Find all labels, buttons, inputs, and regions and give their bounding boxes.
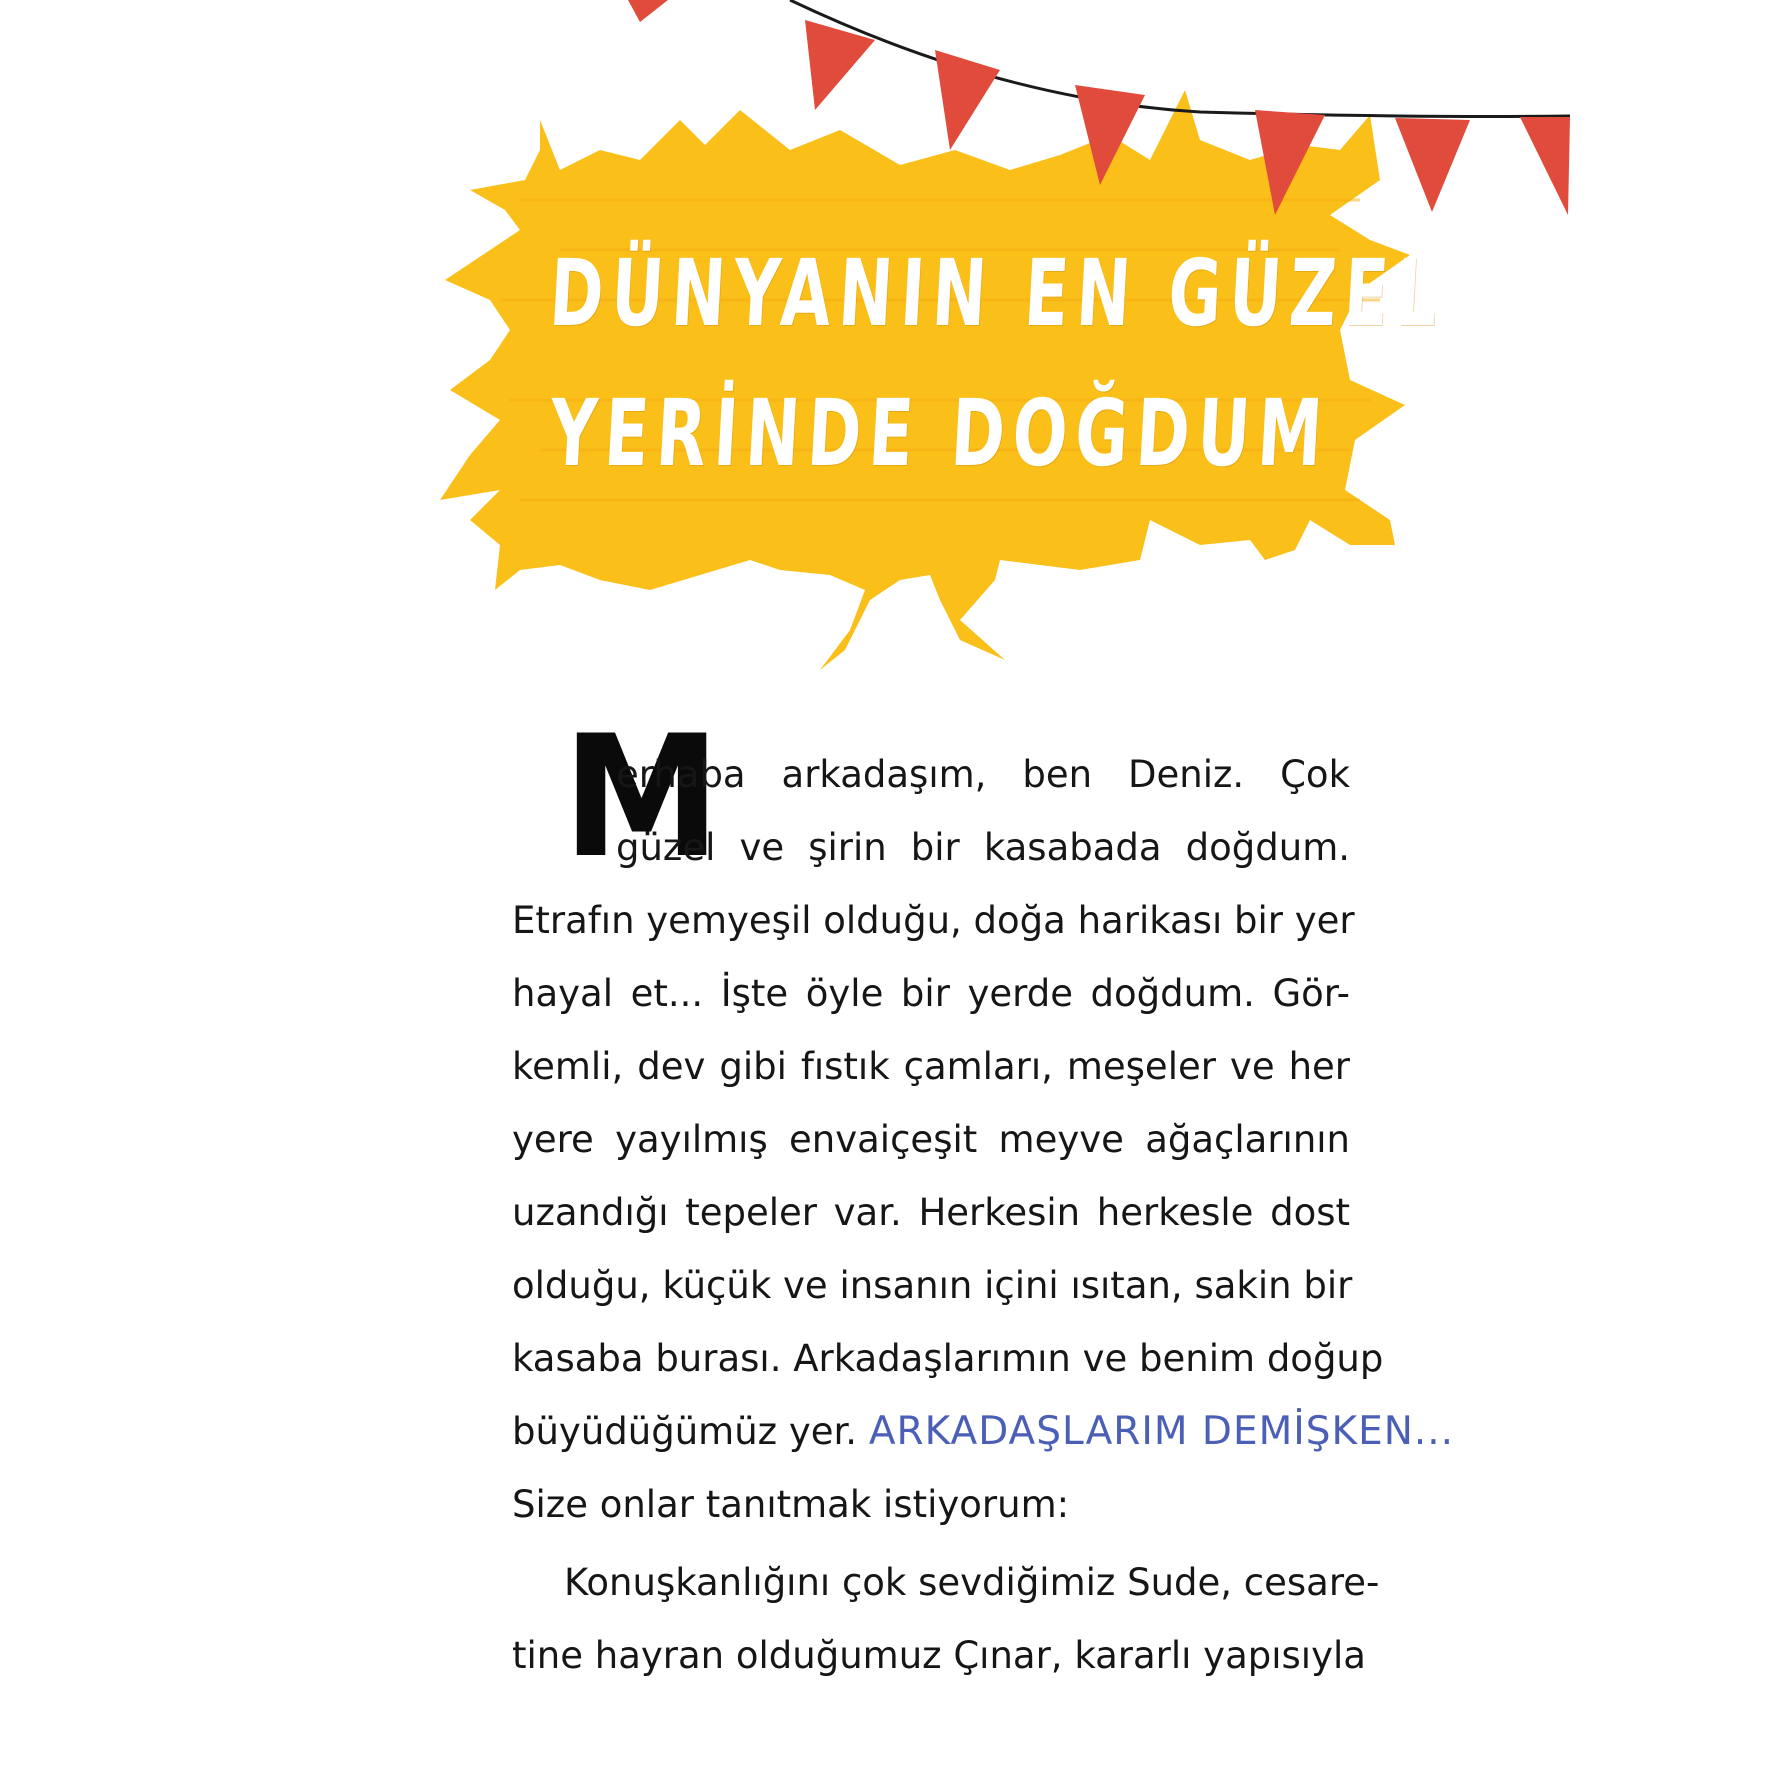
text-line-6: yere yayılmış envaiçeşit meyve ağaçlarının [512,1118,1350,1161]
flag-1 [628,0,668,22]
drop-cap: M [562,699,722,895]
flag-6 [1395,118,1470,212]
text-line-4: hayal et... İşte öyle bir yerde doğdum. Gör- [512,972,1350,1015]
accent-heading-text: ARKADAŞLARIM DEMİŞKEN... [868,1409,1455,1454]
text-line-10 [512,1395,1455,1468]
text-line-11: Size onlar tanıtmak istiyorum: [512,1483,1070,1526]
text-line-3: Etrafın yemyeşil olduğu, doğa harikası bir yer [512,899,1355,942]
paragraph-2 [512,1546,1380,1692]
bunting-string [790,0,1570,117]
flag-7 [1520,117,1570,215]
text-line-2: güzel ve şirin bir kasabada doğdum. [616,826,1350,869]
chapter-title-line-2: YERİNDE DOĞDUM [547,380,1333,487]
text-line-7: uzandığı tepeler var. Herkesin herkesle dost [512,1191,1350,1234]
text-line-1: erhaba arkadaşım, ben Deniz. Çok [616,753,1350,796]
text-line-9: kasaba burası. Arkadaşlarımın ve benim doğup [512,1337,1384,1380]
text-line-8: olduğu, küçük ve insanın içini ısıtan, sakin bir [512,1264,1353,1307]
chapter-title-line-1: DÜNYANIN EN GÜZEL [547,240,1449,347]
text-line-10-start: büyüdüğümüz yer. [512,1410,858,1453]
text-line-5: kemli, dev gibi fıstık çamları, meşeler ve her [512,1045,1350,1088]
flag-3 [935,50,1000,150]
paragraph-1 [512,738,1455,1541]
text-line-12: Konuşkanlığını çok sevdiğimiz Sude, cesare- [564,1561,1380,1604]
text-line-13: tine hayran olduğumuz Çınar, kararlı yapısıyla [512,1634,1366,1677]
